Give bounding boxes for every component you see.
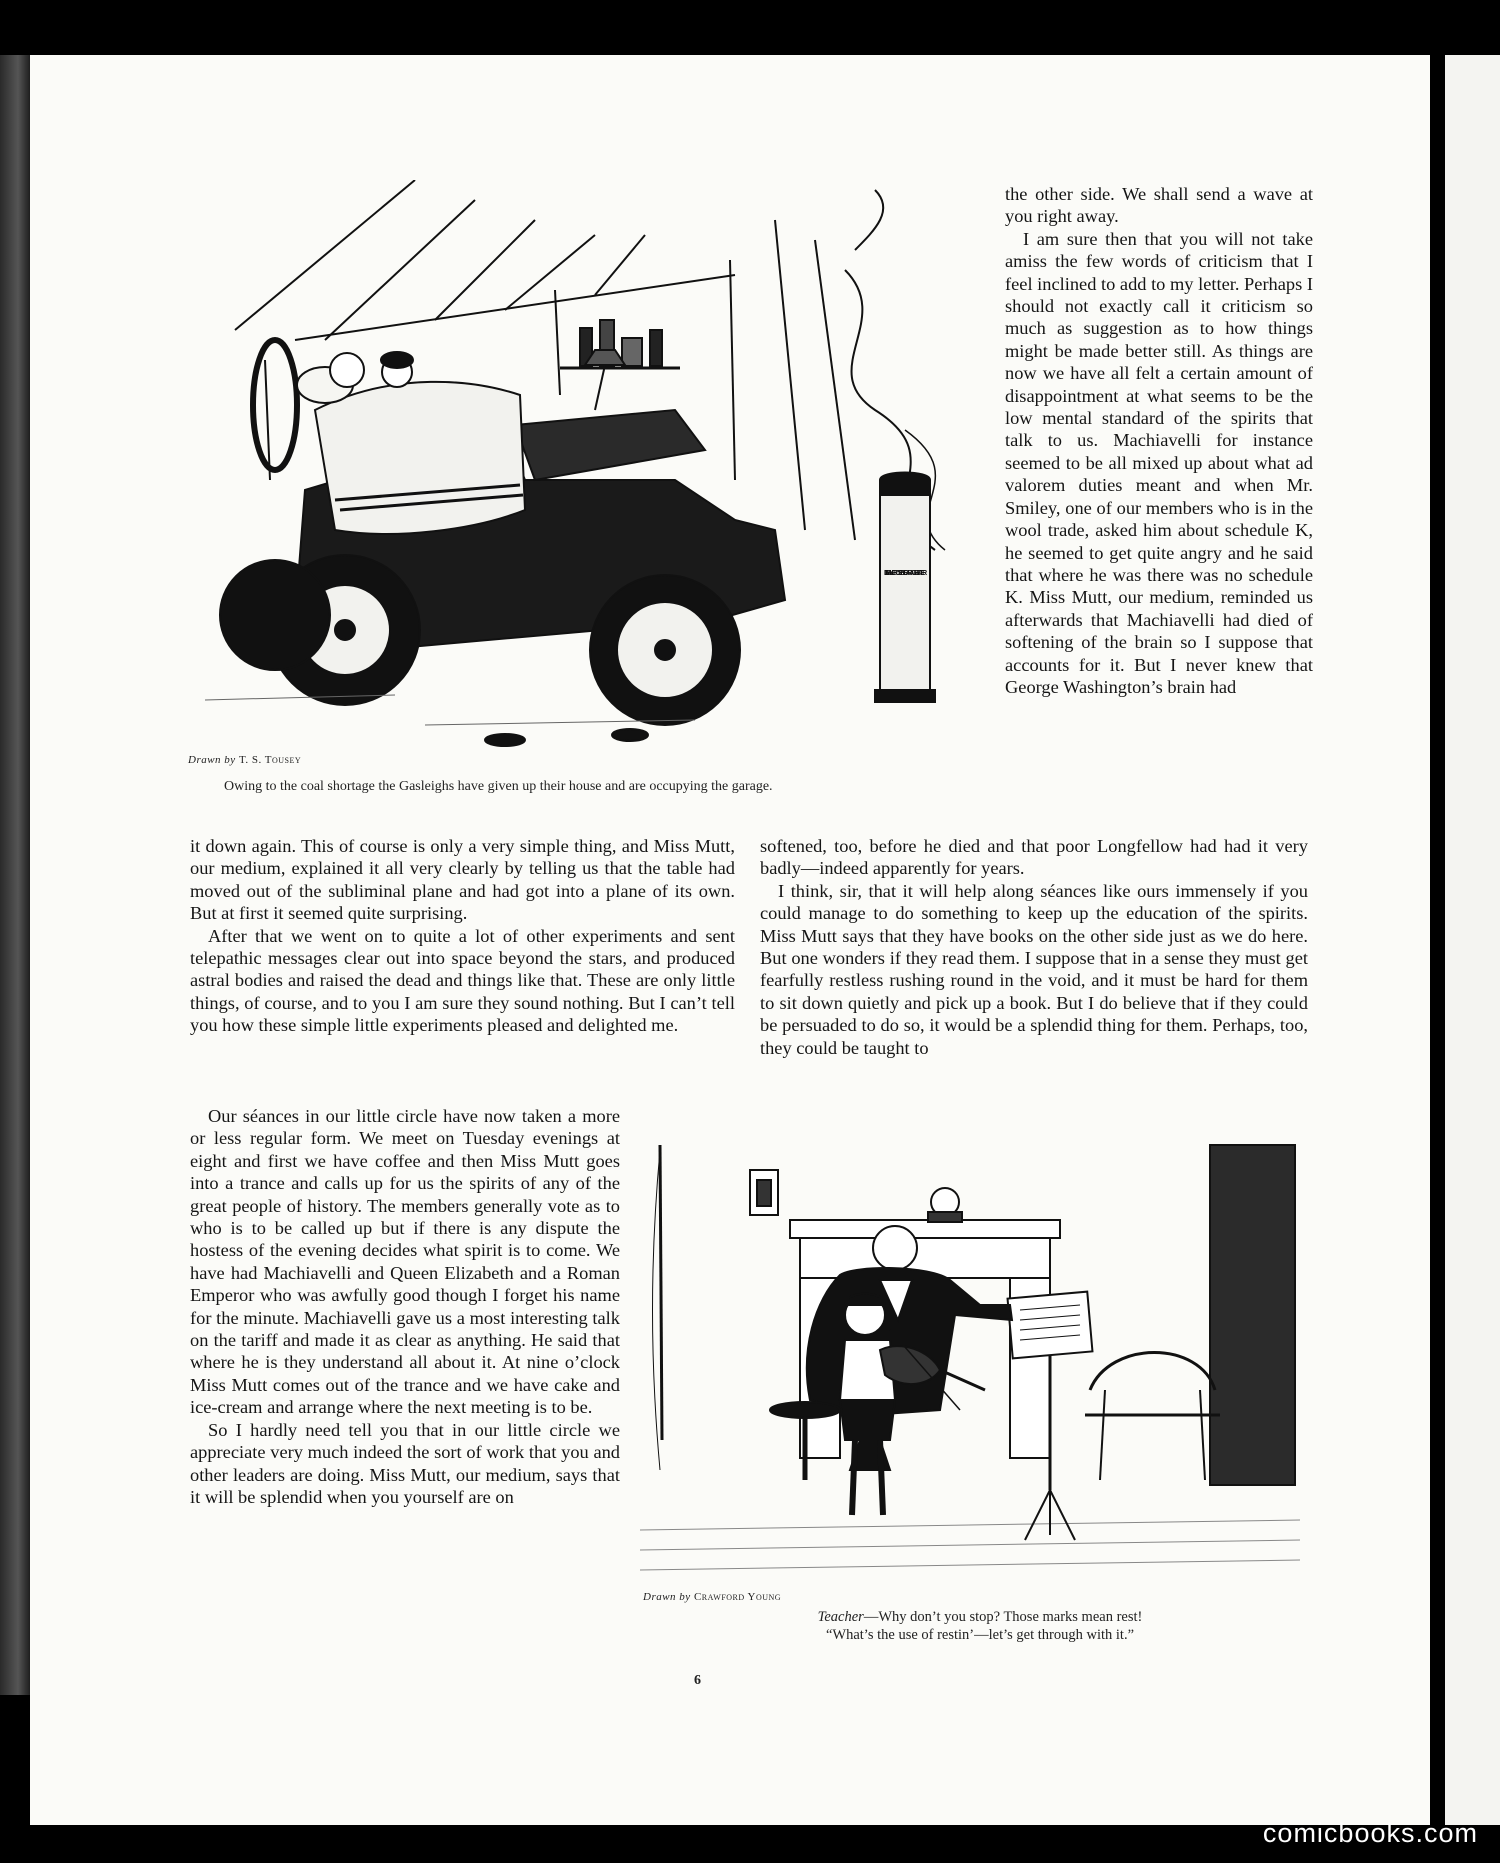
- illustration-violin-lesson: [640, 1140, 1300, 1580]
- watermark: comicbooks.com: [1262, 1818, 1478, 1848]
- heater-label: IDEAL KEROSENE GARAGE HEATER: [884, 570, 928, 577]
- page-number: 6: [694, 1673, 701, 1688]
- binding-edge: [0, 55, 30, 1695]
- caption-line-2: “What’s the use of restin’—let’s get through with it.”: [825, 1627, 1135, 1643]
- paragraph: After that we went on to quite a lot of other experiments and sent telepathic messages clear out into space beyond the stars, and produced astral bodies and raised the dead and things like that. These are only little things, of course, and to you I am sure they sound nothing. But I can’t tell you how these simple little experiments pleased and delighted me.: [190, 925, 735, 1036]
- text-column-top-right: [1005, 183, 1313, 698]
- paragraph: softened, too, before he died and that poor Longfellow had had it very badly—indeed apparently for years.: [760, 836, 1308, 879]
- credit-artist-name: Crawford Young: [693, 1591, 782, 1603]
- text-column-left-top: [190, 835, 735, 1037]
- text-column-right-middle: [760, 835, 1308, 1059]
- text-column-left-bottom: [190, 1105, 620, 1508]
- facing-page-edge: [1445, 55, 1500, 1825]
- paragraph: So I hardly need tell you that in our little circle we appreciate very much indeed the sort of work that you and other leaders are doing. Miss Mutt, our medium, says that it will be splendid when you yourself are on: [190, 1419, 620, 1507]
- paragraph: I am sure then that you will not take amiss the few words of criticism that I feel inclined to add to my letter. Perhaps I should not exactly call it criticism so much as suggestion as to how things might be made better still. As things are now we have all felt a certain amount of disappointment at what seems to be the low mental standard of the spirits that talk to us. Machiavelli for instance seemed to be all mixed up about what ad valorem duties meant and when Mr. Smiley, one of our members who is in the wool trade, asked him about schedule K, he seemed to get quite angry and he said that where he was there was no schedule K. Miss Mutt, our medium, reminded us afterwards that Machiavelli had died of softening of the brain so I suppose that accounts for it. But I never knew that George Washington’s brain had: [1005, 228, 1313, 697]
- illustration-car-in-garage: [175, 180, 975, 755]
- credit-prefix: Drawn by: [188, 754, 236, 766]
- caption-line-1: [700, 1608, 1260, 1626]
- paragraph: the other side. We shall send a wave at you right away.: [1005, 184, 1313, 227]
- paragraph: I think, sir, that it will help along séances like ours immensely if you could manage to do something to keep up the education of the spirits. Miss Mutt says that they have books on the other side just as we do here. But one wonders if they read them. I suppose that in a sense they must get fearfully restless rushing round in the void, and it must be hard for them to sit down quietly and pick up a book. But I do believe that if they could be persuaded to do so, it would be a splendid thing for them. Perhaps, too, they could be taught to: [760, 880, 1308, 1058]
- paragraph: Our séances in our little circle have now taken a more or less regular form. We meet on Tuesday evenings at eight and first we have coffee and then Miss Mutt goes into a trance and calls up for us the spirits of any of the great people of history. The members generally vote as to who is to be called up but if there is any dispute the hostess of the evening decides what spirit is to come. We have had Machiavelli and Queen Elizabeth and a Roman Emperor who was awfully good though I forget his name for the minute. Machiavelli gave us a most interesting talk on the tariff and made it as clear as anything. He said that where he is they understand all about it. At nine o’clock Miss Mutt comes out of the trance and we have cake and ice-cream and arrange where the next meeting is to be.: [190, 1106, 620, 1418]
- credit-artist-name: T. S. Tousey: [238, 754, 302, 766]
- credit-prefix: Drawn by: [643, 1591, 691, 1603]
- illustration2-credit: [643, 1591, 781, 1603]
- paragraph: it down again. This of course is only a very simple thing, and Miss Mutt, our medium, explained it all very clearly by telling us that the table had moved out of the subliminal plane and had got into a plane of its own. But at first it seemed quite surprising.: [190, 836, 735, 924]
- illustration2-caption: [700, 1608, 1260, 1644]
- illustration1-credit: [188, 754, 301, 766]
- caption-text: —Why don’t you stop? Those marks mean rest!: [863, 1609, 1143, 1625]
- caption-speaker: Teacher: [817, 1609, 864, 1625]
- illustration1-caption: Owing to the coal shortage the Gasleighs have given up their house and are occupying the garage.: [224, 779, 773, 794]
